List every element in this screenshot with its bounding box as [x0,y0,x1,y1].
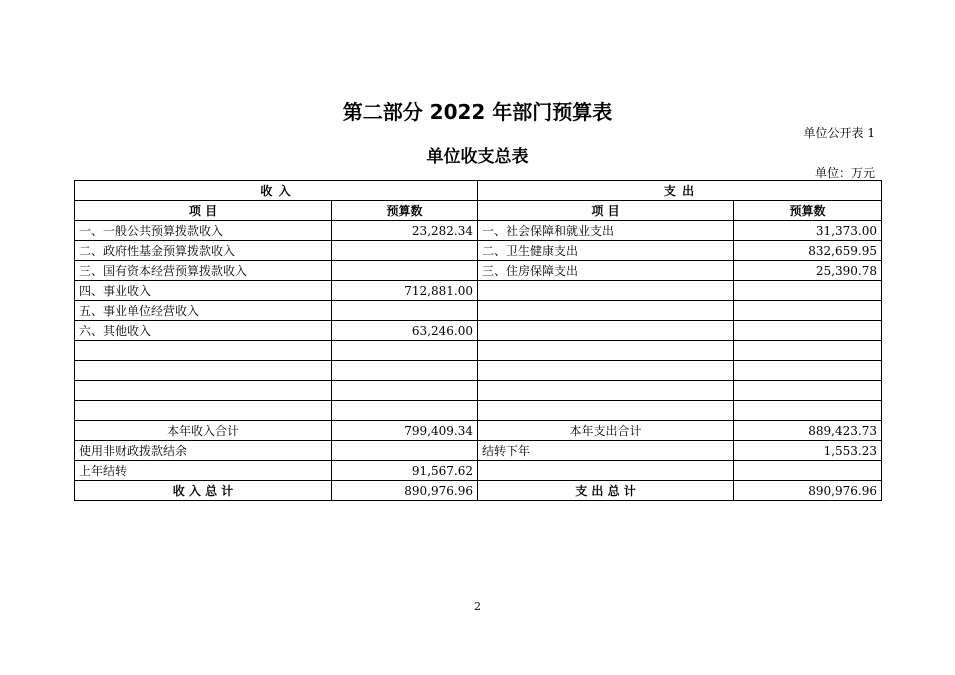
table-row [75,241,882,261]
income-value-cell [332,341,478,361]
expense-value-cell [734,321,882,341]
income-item-cell [75,361,332,381]
expense-item-column-header: 项 目 [478,201,734,221]
table-row [75,461,882,481]
expense-value-cell [734,341,882,361]
income-budget-column-header: 预算数 [332,201,478,221]
income-item-cell: 使用非财政拨款结余 [75,441,332,461]
table-row [75,221,882,241]
income-item-cell: 上年结转 [75,461,332,481]
table-number: 单位公开表 1 [803,126,875,140]
income-value-cell [332,261,478,281]
expense-value-cell [734,281,882,301]
expense-item-cell [478,401,734,421]
budget-summary-table [74,180,882,501]
expense-item-cell [478,361,734,381]
expense-item-cell: 结转下年 [478,441,734,461]
expense-item-cell [478,461,734,481]
expense-item-cell [478,301,734,321]
income-value-cell [332,381,478,401]
income-item-cell: 六、其他收入 [75,321,332,341]
income-value-cell [332,241,478,261]
income-value-cell [332,401,478,421]
income-value-cell [332,301,478,321]
income-item-cell: 一、一般公共预算拨款收入 [75,221,332,241]
income-value-cell: 91,567.62 [332,461,478,481]
table-row [75,301,882,321]
income-item-cell: 三、国有资本经营预算拨款收入 [75,261,332,281]
expense-total-value: 890,976.96 [734,481,882,501]
table-row [75,401,882,421]
income-item-cell [75,341,332,361]
subtotal-row [75,421,882,441]
income-item-cell: 五、事业单位经营收入 [75,301,332,321]
income-item-cell [75,401,332,421]
expense-value-cell: 31,373.00 [734,221,882,241]
grand-total-row [75,481,882,501]
part-title: 第二部分 2022 年部门预算表 [342,100,613,124]
table-row [75,341,882,361]
table-row [75,261,882,281]
expense-budget-column-header: 预算数 [734,201,882,221]
expense-value-cell: 1,553.23 [734,441,882,461]
expense-value-cell [734,401,882,421]
page-number: 2 [474,600,481,613]
table-row [75,281,882,301]
table-row [75,441,882,461]
income-total-value: 890,976.96 [332,481,478,501]
income-value-cell [332,361,478,381]
expense-total-label: 支 出 总 计 [478,481,734,501]
expense-value-cell: 832,659.95 [734,241,882,261]
table-row [75,381,882,401]
income-value-cell: 23,282.34 [332,221,478,241]
income-header: 收 入 [75,181,478,201]
expense-item-cell [478,381,734,401]
expense-item-cell: 三、住房保障支出 [478,261,734,281]
income-value-cell: 712,881.00 [332,281,478,301]
income-subtotal-label: 本年收入合计 [75,421,332,441]
income-value-cell [332,441,478,461]
expense-value-cell [734,361,882,381]
expense-item-cell: 一、社会保障和就业支出 [478,221,734,241]
table-title: 单位收支总表 [426,147,529,167]
expense-value-cell: 25,390.78 [734,261,882,281]
income-subtotal-value: 799,409.34 [332,421,478,441]
expense-item-cell: 二、卫生健康支出 [478,241,734,261]
table-row [75,361,882,381]
expense-subtotal-value: 889,423.73 [734,421,882,441]
expense-header: 支 出 [478,181,882,201]
income-item-column-header: 项 目 [75,201,332,221]
income-item-cell [75,381,332,401]
unit-label: 单位：万元 [814,166,875,180]
income-item-cell: 二、政府性基金预算拨款收入 [75,241,332,261]
expense-value-cell [734,301,882,321]
expense-value-cell [734,461,882,481]
expense-item-cell [478,341,734,361]
expense-item-cell [478,281,734,301]
table-row [75,321,882,341]
income-item-cell: 四、事业收入 [75,281,332,301]
income-value-cell: 63,246.00 [332,321,478,341]
expense-item-cell [478,321,734,341]
expense-value-cell [734,381,882,401]
expense-subtotal-label: 本年支出合计 [478,421,734,441]
income-total-label: 收 入 总 计 [75,481,332,501]
